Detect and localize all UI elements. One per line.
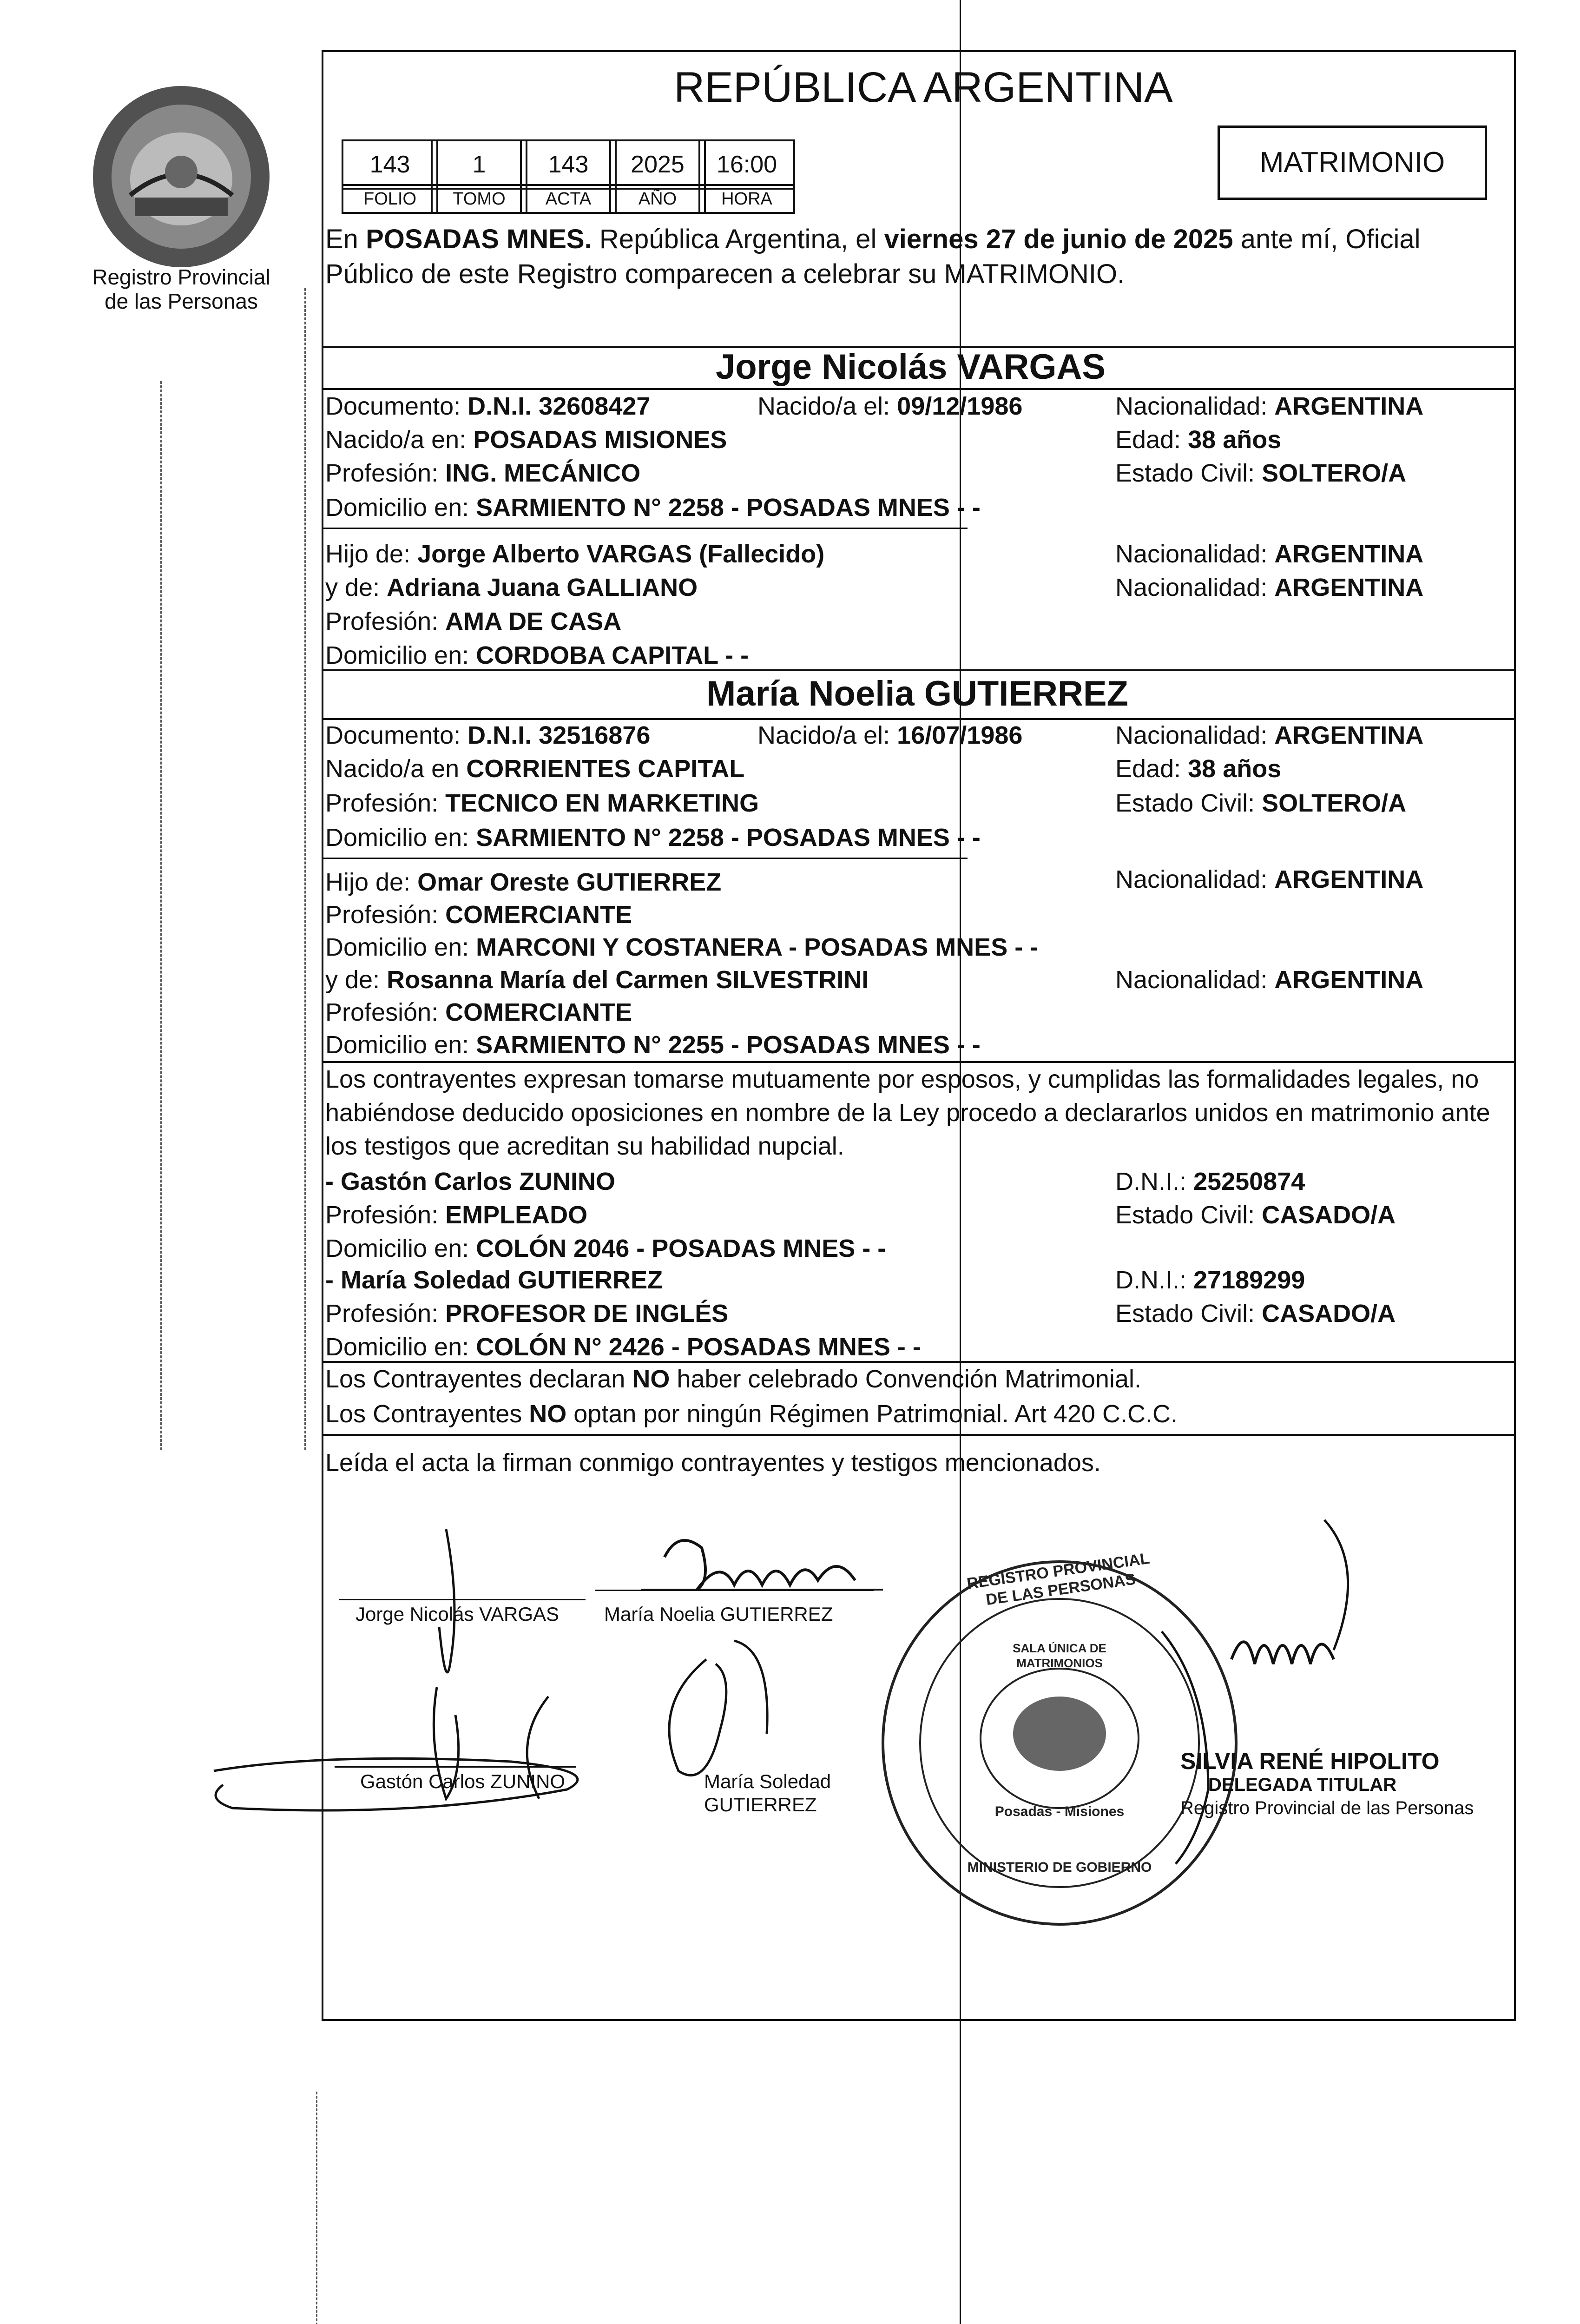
bride-civil-status: Estado Civil: SOLTERO/A bbox=[1115, 789, 1407, 817]
tomo-value: 1 bbox=[431, 139, 527, 190]
regime-line-1: Los Contrayentes declaran NO haber celebrado Convención Matrimonial. bbox=[325, 1365, 1141, 1393]
divider bbox=[322, 718, 1516, 720]
divider bbox=[322, 669, 1516, 671]
groom-profession: Profesión: ING. MECÁNICO bbox=[325, 459, 641, 487]
anio-value: 2025 bbox=[609, 139, 706, 190]
witness-2-dni: D.N.I.: 27189299 bbox=[1115, 1266, 1305, 1294]
groom-signature-label: Jorge Nicolás VARGAS bbox=[356, 1603, 560, 1625]
groom-civil-status: Estado Civil: SOLTERO/A bbox=[1115, 459, 1407, 487]
margin-dashes bbox=[304, 288, 306, 1450]
stamp-outer-text: REGISTRO PROVINCIAL DE LAS PERSONAS bbox=[966, 1549, 1151, 1609]
bride-birthplace: Nacido/a en CORRIENTES CAPITAL bbox=[325, 755, 745, 783]
divider bbox=[322, 1361, 1516, 1363]
groom-mother-profession: Profesión: AMA DE CASA bbox=[325, 607, 622, 635]
groom-address: Domicilio en: SARMIENTO N° 2258 - POSADAS MNES - - bbox=[325, 494, 981, 522]
bride-father-profession: Profesión: COMERCIANTE bbox=[325, 901, 632, 929]
witness1-signature-label: Gastón Carlos ZUNINO bbox=[360, 1770, 566, 1792]
bride-mother-nationality: Nacionalidad: ARGENTINA bbox=[1115, 966, 1424, 994]
logo-caption-line1: Registro Provincial bbox=[92, 265, 270, 289]
groom-mother-address: Domicilio en: CORDOBA CAPITAL - - bbox=[325, 641, 749, 669]
witness2-signature-label-1: María Soledad bbox=[704, 1770, 831, 1792]
signature-line bbox=[335, 1766, 576, 1768]
hora-label: HORA bbox=[698, 184, 795, 214]
bride-mother-profession: Profesión: COMERCIANTE bbox=[325, 998, 632, 1026]
record-box bbox=[342, 139, 795, 216]
divider bbox=[322, 1061, 1516, 1063]
stamp-inner-text: SALA ÚNICA DE MATRIMONIOS bbox=[1013, 1641, 1106, 1670]
bride-father-nationality: Nacionalidad: ARGENTINA bbox=[1115, 865, 1424, 893]
declaration-line-3: los testigos que acreditan su habilidad nupcial. bbox=[325, 1132, 844, 1160]
groom-nationality: Nacionalidad: ARGENTINA bbox=[1115, 392, 1424, 420]
bride-signature-label: María Noelia GUTIERREZ bbox=[604, 1603, 833, 1625]
bride-profession: Profesión: TECNICO EN MARKETING bbox=[325, 789, 759, 817]
acta-label: ACTA bbox=[520, 184, 617, 214]
groom-father: Hijo de: Jorge Alberto VARGAS (Fallecido) bbox=[325, 540, 825, 568]
regime-line-2: Los Contrayentes NO optan por ningún Régimen Patrimonial. Art 420 C.C.C. bbox=[325, 1400, 1178, 1428]
intro-place: POSADAS MNES. bbox=[366, 224, 592, 254]
groom-name: Jorge Nicolás VARGAS bbox=[716, 347, 1106, 387]
bride-name: María Noelia GUTIERREZ bbox=[706, 674, 1128, 713]
folio-value: 143 bbox=[342, 139, 438, 190]
groom-age: Edad: 38 años bbox=[1115, 426, 1282, 454]
acta-value: 143 bbox=[520, 139, 617, 190]
witness-2-profession: Profesión: PROFESOR DE INGLÉS bbox=[325, 1300, 729, 1327]
bride-mother: y de: Rosanna María del Carmen SILVESTRINI bbox=[325, 966, 869, 994]
intro-line-2: Público de este Registro comparecen a celebrar su MATRIMONIO. bbox=[325, 259, 1125, 289]
act-type-label: MATRIMONIO bbox=[1259, 146, 1445, 178]
province-seal-icon bbox=[79, 79, 283, 274]
signature-line bbox=[339, 1599, 586, 1600]
stamp-ministry-text: MINISTERIO DE GOBIERNO bbox=[967, 1860, 1152, 1875]
witness-2-civil: Estado Civil: CASADO/A bbox=[1115, 1300, 1396, 1327]
official-org: Registro Provincial de las Personas bbox=[1180, 1798, 1474, 1818]
hora-value: 16:00 bbox=[698, 139, 795, 190]
witness2-signature-label-2: GUTIERREZ bbox=[704, 1794, 817, 1816]
groom-born: Nacido/a el: 09/12/1986 bbox=[757, 392, 1023, 420]
stamp-city-text: Posadas - Misiones bbox=[994, 1804, 1125, 1819]
bride-father-address: Domicilio en: MARCONI Y COSTANERA - POSADAS MNES - - bbox=[325, 933, 1039, 961]
logo-caption-line2: de las Personas bbox=[105, 289, 258, 313]
divider bbox=[322, 528, 968, 529]
groom-mother: y de: Adriana Juana GALLIANO bbox=[325, 574, 698, 601]
groom-birthplace: Nacido/a en: POSADAS MISIONES bbox=[325, 426, 727, 454]
divider bbox=[322, 388, 1516, 390]
intro-line-1: En POSADAS MNES. República Argentina, el viernes 27 de junio de 2025 ante mí, Oficial bbox=[325, 224, 1421, 254]
folio-label: FOLIO bbox=[342, 184, 438, 214]
margin-dashes-outer bbox=[160, 381, 162, 1450]
witness-2-address: Domicilio en: COLÓN N° 2426 - POSADAS MNES - - bbox=[325, 1333, 921, 1361]
witness-1-dni: D.N.I.: 25250874 bbox=[1115, 1168, 1305, 1195]
margin-dashes-lower bbox=[316, 2092, 317, 2324]
bride-age: Edad: 38 años bbox=[1115, 755, 1282, 783]
witness-1-civil: Estado Civil: CASADO/A bbox=[1115, 1201, 1396, 1229]
closing-text: Leída el acta la firman conmigo contrayentes y testigos mencionados. bbox=[325, 1449, 1101, 1477]
official-title: DELEGADA TITULAR bbox=[1208, 1775, 1397, 1795]
declaration-line-2: habiéndose deducido oposiciones en nombre de la Ley procedo a declararlos unidos en matrimonio ante bbox=[325, 1099, 1490, 1127]
bride-address: Domicilio en: SARMIENTO N° 2258 - POSADAS MNES - - bbox=[325, 824, 981, 852]
bride-born: Nacido/a el: 16/07/1986 bbox=[757, 721, 1023, 749]
witness-1-profession: Profesión: EMPLEADO bbox=[325, 1201, 588, 1229]
country-title: REPÚBLICA ARGENTINA bbox=[674, 64, 1173, 111]
bride-nationality: Nacionalidad: ARGENTINA bbox=[1115, 721, 1424, 749]
bride-father: Hijo de: Omar Oreste GUTIERREZ bbox=[325, 868, 722, 896]
witness-1-name: - Gastón Carlos ZUNINO bbox=[325, 1168, 616, 1195]
groom-mother-nationality: Nacionalidad: ARGENTINA bbox=[1115, 574, 1424, 601]
witness-1-address: Domicilio en: COLÓN 2046 - POSADAS MNES - - bbox=[325, 1235, 886, 1262]
groom-father-nationality: Nacionalidad: ARGENTINA bbox=[1115, 540, 1424, 568]
bride-doc: Documento: D.N.I. 32516876 bbox=[325, 721, 651, 749]
groom-doc: Documento: D.N.I. 32608427 bbox=[325, 392, 651, 420]
bride-mother-address: Domicilio en: SARMIENTO N° 2255 - POSADAS MNES - - bbox=[325, 1031, 981, 1059]
tomo-label: TOMO bbox=[431, 184, 527, 214]
intro-date: viernes 27 de junio de 2025 bbox=[884, 224, 1233, 254]
official-name: SILVIA RENÉ HIPOLITO bbox=[1180, 1748, 1440, 1774]
declaration-line-1: Los contrayentes expresan tomarse mutuamente por esposos, y cumplidas las formalidades legales, no bbox=[325, 1065, 1479, 1093]
registry-logo bbox=[79, 79, 283, 321]
signature-line bbox=[595, 1590, 874, 1591]
anio-label: AÑO bbox=[609, 184, 706, 214]
act-type-box bbox=[1218, 125, 1487, 200]
divider bbox=[322, 1434, 1516, 1436]
witness-2-name: - María Soledad GUTIERREZ bbox=[325, 1266, 663, 1294]
divider bbox=[322, 858, 968, 859]
